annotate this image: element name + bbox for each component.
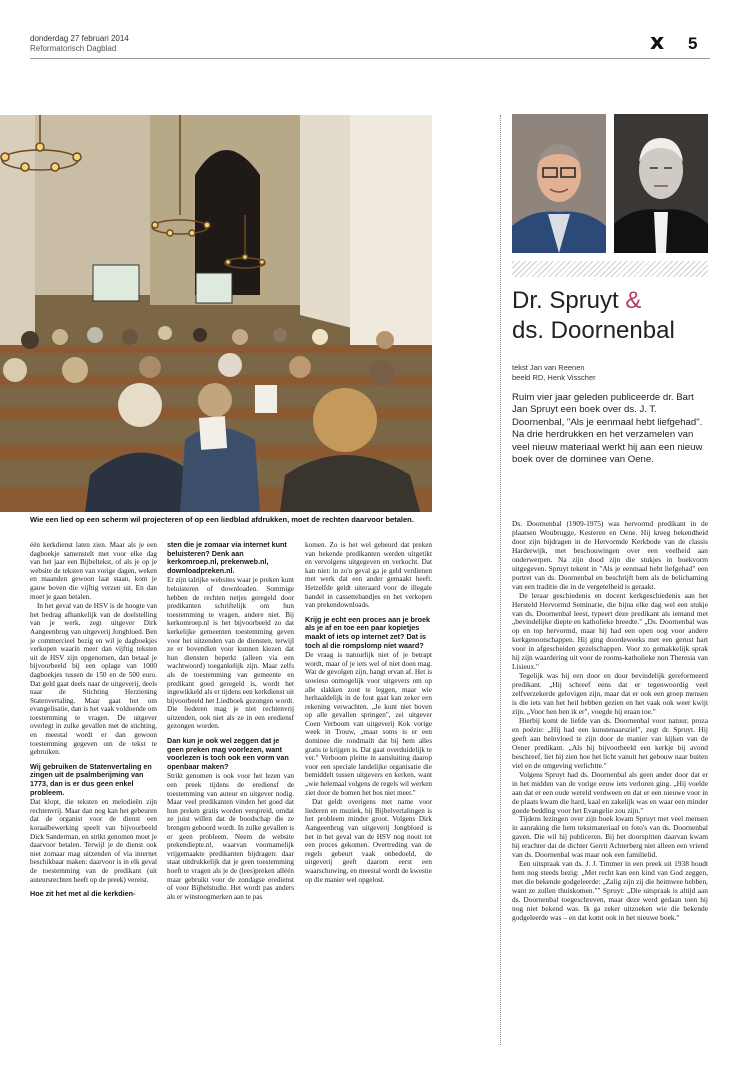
paragraph: Tijdens lezingen over zijn boek kwam Spruyt met veel mensen in aanraking die hem tekstmateriaal en foto's van ds. Doornenbal gaven. Die wil hij publiceren. Bij het doorspitten daarvan kwam hij erachter dat de dichter Gerrit Achterberg niet alleen een vriend van ds. Doornenbal was maar ook een familielid.	[512, 814, 708, 860]
portrait-ds-doornenbal-image	[614, 114, 708, 253]
article-title	[512, 286, 722, 346]
paragraph: De leraar geschiedenis en docent kerkgeschiedenis aan het Hersteld Hervormd Seminarie, die bijna elke dag wel een stukje van ds. Doornenbal leest, typeert deze predikant als iemand met „bevindelijke diepte en katholieke breedte." „Ds. Doornenbal was op en top hervormd, maar hij had een open oog voor andere kerkgenootschappen. Hij ging doordeweeks met een gerust hart voor in afgescheiden gezelschappen. Voor zo gemakkelijk sprak hij zijn waardering uit voor de rooms-katholieke non Theresia van Lisieux."	[512, 590, 708, 672]
article-lead: Ruim vier jaar geleden publiceerde dr. Bart Jan Spruyt een boek over ds. J. T. Doornenbal, "Als je eenmaal hebt liefgehad". Na drie herdrukken en het verzamelen van veel nieuw materiaal werkt hij aan een nieuw boek over de dominee van Oene.	[512, 392, 703, 466]
paragraph: Een uitspraak van ds. J. J. Timmer in een preek uit 1938 houdt hem nog steeds bezig: „Met recht kan een kind van God zeggen, met die bekende godgeleerde: „Zalig zijn zij die heimwee hebben, want ze zullen thuiskomen."" Spruyt: „Die uitspraak is altijd aan ds. Doornenbal toegeschreven, maar deze werd gedaan toen hij nog niet bekend was. Ik ga zeker uitzoeken wie die bekende godgeleerde was – en dat komt ook in het nieuwe boek."	[512, 859, 708, 922]
interview-question: Wij gebruiken de Statenvertaling en zingen uit de psalmberijming van 1773, dan is er dus geen enkel probleem.	[30, 761, 152, 797]
title-ampersand: &	[625, 287, 642, 314]
title-part-2: ds. Doornenbal	[512, 317, 675, 344]
paragraph: komen. Zo is het wel gebeurd dat preken van bekende predikanten werden uitgetikt en vervolgens uitgegeven en verkocht. Dat kan niet: in zo'n geval ga je geld verdienen met werk dat een ander gemaakt heeft. Hetzelfde geldt uiteraard voor de illegale handel in cassettebandjes en het verkopen van prekendownloads.	[305, 541, 432, 610]
portrait-dr-spruyt	[512, 114, 606, 253]
portrait-dr-spruyt-image	[512, 114, 606, 253]
newspaper-logo: x	[650, 30, 665, 55]
article-body	[512, 520, 708, 923]
paragraph: Volgens Spruyt had ds. Doornenbal als geen ander door dat er in het midden van de vorige eeuw iets verloren ging. „Hij voelde aan dat er een oude wereld verdween en dat er een nieuwe voor in de plaats kwam die hard, kaal en zakelijk was en waar een minder goede bedding voor het Evangelie zou zijn."	[512, 769, 708, 815]
paragraph: Ds. Doornenbal (1909-1975) was hervormd predikant in de plaatsen Woubrugge, Kesteren en Oene. Hij kreeg bekendheid door zijn bijdragen in de Hervormde Kerkbode van de classis Harderwijk, met beschouwingen over een veelheid aan onderwerpen. Na zijn dood zijn die stukjes in boekvorm uitgegeven. Spruyt tekent in "Als je eenmaal hebt liefgehad" een portret van ds. Doornenbal en beschrijft hem als de belichaming van een traditie die in de vergetelheid is geraakt.	[512, 519, 708, 591]
paragraph: Tegelijk was hij een door en door bevindelijk gereformeerd predikant. „Hij schreef eens dat er tegenwoordig veel zelfverzekerde gelovigen zijn, maar dat er ook een groep mensen is die iets van het heil hebben gezien en het vaak ook weer kwijt zijn. „Voor hen ben ik er", voegde hij eraan toe."	[512, 671, 708, 717]
interview-column-3	[305, 541, 432, 885]
page-number: 5	[688, 34, 698, 53]
interview-question: sten die je zomaar via internet kunt beluisteren? Denk aan kerkomroep.nl, prekenweb.nl, downloadpreken.nl.	[167, 540, 287, 575]
paragraph: Dat geldt overigens met name voor liederen en muziek, bij Bijbelvertalingen is het probleem minder groot. Volgens Dirk Aangeenbrug van uitgeverij Jongbloed is het in het geval van de HSV nog nooit tot een proces gekomen. Overtreding van de regels gebeurt vaak onbedoeld, de uitgeverij geeft daarom eerst een waarschuwing, en meestal wordt de kwestie op die manier wel opgelost.	[305, 798, 432, 884]
church-interior-photo	[0, 115, 432, 512]
header-date: donderdag 27 februari 2014	[30, 34, 129, 43]
header-newspaper-name: Reformatorisch Dagblad	[30, 44, 117, 53]
interview-question: Krijg je echt een proces aan je broek als je af en toe een paar kopietjes maakt of iets op internet zet? Dat is toch al die rompslomp niet waard?	[305, 614, 431, 650]
title-part-1: Dr. Spruyt	[512, 287, 619, 314]
church-interior-illustration	[0, 115, 432, 512]
article-credits	[512, 363, 596, 383]
paragraph: Dat klopt, die teksten en melodieën zijn rechtenvrij. Maar dan nog kan het gebeuren dat de organist voor de dienst een koraalbewerking speelt van bijvoorbeeld Dick Sanderman, en strikt genomen moet je daarvoor betalen. Terwijl je de dienst ook niet zomaar mag uitzenden of via internet beschikbaar maken: daarvoor is in elk geval de toestemming van de predikant (uit auteursrechten heeft op de preek) vereist.	[30, 798, 157, 884]
decorative-stripes	[512, 261, 708, 277]
credit-image: beeld RD, Henk Visscher	[512, 373, 596, 382]
paragraph: Hierbij komt de liefde van ds. Doornenbal voor natuur, proza en poëzie: „Hij had een kunstenaarsziel", zegt dr. Spruyt. Hij geeft aan beïnvloed te zijn door de manier van kijken van de Oener predikant. „Als hij bijvoorbeeld een kerkje bij avond beschreef, liet hij zien hoe het licht vanuit het gebouw naar buiten viel en de omgeving verlichtte."	[512, 715, 708, 770]
header-divider	[30, 58, 710, 59]
paragraph: Strikt genomen is ook voor het lezen van een preek tijdens de erediensf de toestemming van auteur en uitgever nodig. Maar veel predikanten vinden het goed dat hun preken gratis worden verspreid, omdat ze juist willen dat de boodschap die ze brengen gehoord wordt. In zulke gevallen is er geen probleem. Neem de website prekendiepte.nl, waarvan voornamelijk vrijgemaakte predikanten bijdragen: daar staat uitdrukkelijk dat je geen toestemming hoeft te vragen als je de (lees)preken alléén maar gebruikt voor de zondagse eredienst of voor Bijbelstudie. Het wordt pas anders als er winstoogmerken aan te pas	[167, 772, 294, 901]
column-separator	[500, 115, 501, 1045]
interview-column-2	[167, 541, 294, 902]
paragraph: De vraag is natuurlijk niet of je betrapt wordt, maar of je iets wel of niet doen mag. Wat de gevolgen zijn, hangt ervan af. Het is sowieso onmogelijk voor uitgevers om op alle slakken zout te leggen, maar wie herhaaldelijk in de fout gaat kan zeker een rekening verwachten. „Je kunt niet boven op alle gevallen springen", zei uitgever Coen Verboom van uitgeverij Kok vorige week in Trouw, „maar soms is er een dominee die rondmailt dat bij hem alles gratis te krijgen is. Dat gaat overduidelijk te ver." Verboom pleitte in aansluiting daarop voor een speciale landelijke organisatie die bemiddelt tussen uitgevers en kerken, want „wie helemaal volgens de regels wil werken ziet door de bomen het bos niet meer."	[305, 651, 432, 797]
interview-column-1	[30, 541, 157, 900]
photo-caption: Wie een lied op een scherm wil projecteren of op een liedblad afdrukken, moet de rechten daarvoor betalen.	[30, 515, 414, 524]
portrait-ds-doornenbal	[614, 114, 708, 253]
credit-text: tekst Jan van Reenen	[512, 363, 585, 372]
paragraph: Er zijn talrijke websites waar je preken kunt beluisteren of downloaden. Sommige hebben de rechten netjes geregeld door predikanten schriftelijk om hun toestemming te vragen, andere niet. Bij kerkomroep.nl is het bijvoorbeeld zo dat kerkelijke gemeenten toestemming geven voor het uitzenden van de diensten, terwijl ze er bovendien voor kunnen kiezen dat hun diensten beperkt (alleen via een wachtwoord) toegankelijk zijn. Maar zelfs als de toestemming van gemeente en predikant goed geregeld is, wordt het ingewikkeld als er tijdens een kerkdienst uit bijvoorbeeld het Liedboek gezongen wordt. Die liederen mag je niet rechtenvrij uitzenden, ook niet als ze in een erediensf gezongen worden.	[167, 576, 294, 731]
interview-question: Hoe zit het met al die kerkdien-	[30, 889, 136, 899]
interview-question: Dan kun je ook wel zeggen dat je geen preken mag voorlezen, want voorlezen is toch ook een vorm van openbaar maken?	[167, 736, 289, 771]
paragraph: In het geval van de HSV is de hoogte van het bedrag afhankelijk van de doelstelling van je werk, zegt uitgever Dirk Aangeenbrug van uitgeverij Jongbloed. Ben je commercieel bezig en wil je dagboekjes verkopen waarin meer dan vijftig teksten uit de HSV zijn opgenomen, dan betaal je bijvoorbeeld bij een oplage van 1000 dagboekjes tussen de 150 en de 500 euro. Dat geld gaat deels naar de uitgeverij, deels naar de Stichting Herziening Statenvertaling. Maar gaat het om evangelisatie, dan is het vaak voldoende om toestemming te vragen. De uitgever overlegt in zulke gevallen met de stichting, en meestal wordt er dan gewoon toestemming gegeven om de tekst te gebruiken.	[30, 602, 157, 757]
paragraph: één kerkdienst laten zien. Maar als je een dagboekje samenstelt met voor elke dag van het jaar een Bijbeltekst, of als je op je website de teksten van vorige dagen, weken en maanden gewoon laat staan, kom je gauw boven die vijftig verzen uit. En dan moet je gaan betalen.	[30, 541, 157, 601]
